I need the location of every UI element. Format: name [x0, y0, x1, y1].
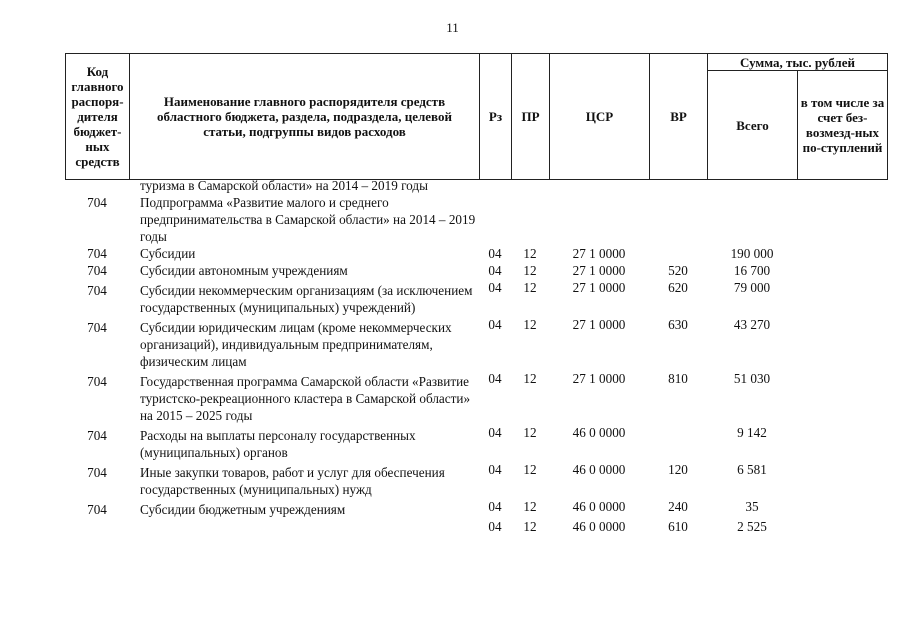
row-name: Субсидии некоммерческим организациям (за исключением государственных (муниципальных) учреждений) [140, 283, 473, 315]
row-code: 704 [87, 374, 107, 389]
row-name: Государственная программа Самарской области «Развитие туристско-рекреационного кластера в Самарской области» на 2015 – 2025 годы [140, 374, 471, 423]
row-total: 35 [745, 499, 759, 514]
row-pr: 12 [523, 425, 537, 440]
row-total: 6 581 [737, 462, 767, 477]
table-row [65, 501, 887, 534]
row-pr: 12 [523, 246, 537, 261]
row-total: 2 525 [737, 519, 767, 534]
row-name: Подпрограмма «Развитие малого и среднего предпринимательства в Самарской области» на 2014 – 2019 годы [140, 195, 476, 244]
table-row [65, 262, 887, 295]
table-row [65, 427, 887, 477]
row-name: Иные закупки товаров, работ и услуг для обеспечения государственных (муниципальных) нужд [140, 465, 445, 497]
row-vr: 630 [668, 317, 688, 332]
row-code: 704 [87, 195, 107, 210]
row-csr: 46 0 0000 [572, 425, 626, 440]
row-vr: 610 [668, 519, 688, 534]
row-vr: 240 [668, 499, 688, 514]
header-rz: Рз [480, 54, 512, 180]
row-code: 704 [87, 465, 107, 480]
header-sum: Сумма, тыс. рублей [708, 54, 888, 71]
row-csr: 27 1 0000 [572, 317, 626, 332]
row-csr: 27 1 0000 [572, 280, 626, 295]
row-vr: 520 [668, 263, 688, 278]
row-total: 190 000 [730, 246, 774, 261]
row-code: 704 [87, 320, 107, 335]
row-csr: 27 1 0000 [572, 263, 626, 278]
row-code: 704 [87, 263, 107, 278]
row-total: 43 270 [733, 317, 771, 332]
row-code: 704 [87, 428, 107, 443]
row-rz: 04 [488, 371, 502, 386]
row-csr: 27 1 0000 [572, 371, 626, 386]
row-vr: 120 [668, 462, 688, 477]
row-rz: 04 [488, 246, 502, 261]
row-pr: 12 [523, 462, 537, 477]
row-code: 704 [87, 502, 107, 517]
row-pr: 12 [523, 317, 537, 332]
header-name: Наименование главного распорядителя средств областного бюджета, раздела, подраздела, целевой статьи, подгруппы видов расходов [130, 54, 480, 180]
row-rz: 04 [488, 280, 502, 295]
row-rz: 04 [488, 519, 502, 534]
header-incl: в том числе за счет без-возмезд-ных по-ступлений [798, 71, 888, 180]
table-header [65, 53, 888, 180]
row-name: Субсидии [140, 246, 196, 261]
row-rz: 04 [488, 499, 502, 514]
row-pr: 12 [523, 263, 537, 278]
row-vr: 810 [668, 371, 688, 386]
table-row [65, 319, 887, 386]
row-name: Субсидии автономным учреждениям [140, 263, 348, 278]
header-vr: ВР [650, 54, 708, 180]
row-total: 16 700 [733, 263, 771, 278]
row-code: 704 [87, 246, 107, 261]
row-csr: 27 1 0000 [572, 246, 626, 261]
row-total: 51 030 [733, 371, 771, 386]
row-total: 79 000 [733, 280, 771, 295]
header-csr: ЦСР [550, 54, 650, 180]
row-name: Субсидии бюджетным учреждениям [140, 502, 346, 517]
row-rz: 04 [488, 263, 502, 278]
table-row [65, 177, 887, 194]
row-name: Субсидии юридическим лицам (кроме некоммерческих организаций), индивидуальным предпринимателям, физическим лицам [140, 320, 452, 369]
row-name: Расходы на выплаты персоналу государственных (муниципальных) органов [140, 428, 416, 460]
row-rz: 04 [488, 317, 502, 332]
row-code: 704 [87, 283, 107, 298]
page-number: 11 [446, 20, 459, 35]
row-pr: 12 [523, 280, 537, 295]
header-total: Всего [708, 71, 798, 180]
table-row [65, 282, 887, 332]
row-csr: 46 0 0000 [572, 462, 626, 477]
row-name: туризма в Самарской области» на 2014 – 2019 годы [140, 178, 428, 193]
row-pr: 12 [523, 499, 537, 514]
table-body [65, 177, 887, 534]
row-pr: 12 [523, 519, 537, 534]
row-rz: 04 [488, 425, 502, 440]
table-row [65, 373, 887, 440]
header-pr: ПР [512, 54, 550, 180]
row-total: 9 142 [737, 425, 767, 440]
row-rz: 04 [488, 462, 502, 477]
row-vr: 620 [668, 280, 688, 295]
row-pr: 12 [523, 371, 537, 386]
row-csr: 46 0 0000 [572, 499, 626, 514]
row-csr: 46 0 0000 [572, 519, 626, 534]
header-code: Код главного распоря-дителя бюджет-ных средств [66, 54, 130, 180]
